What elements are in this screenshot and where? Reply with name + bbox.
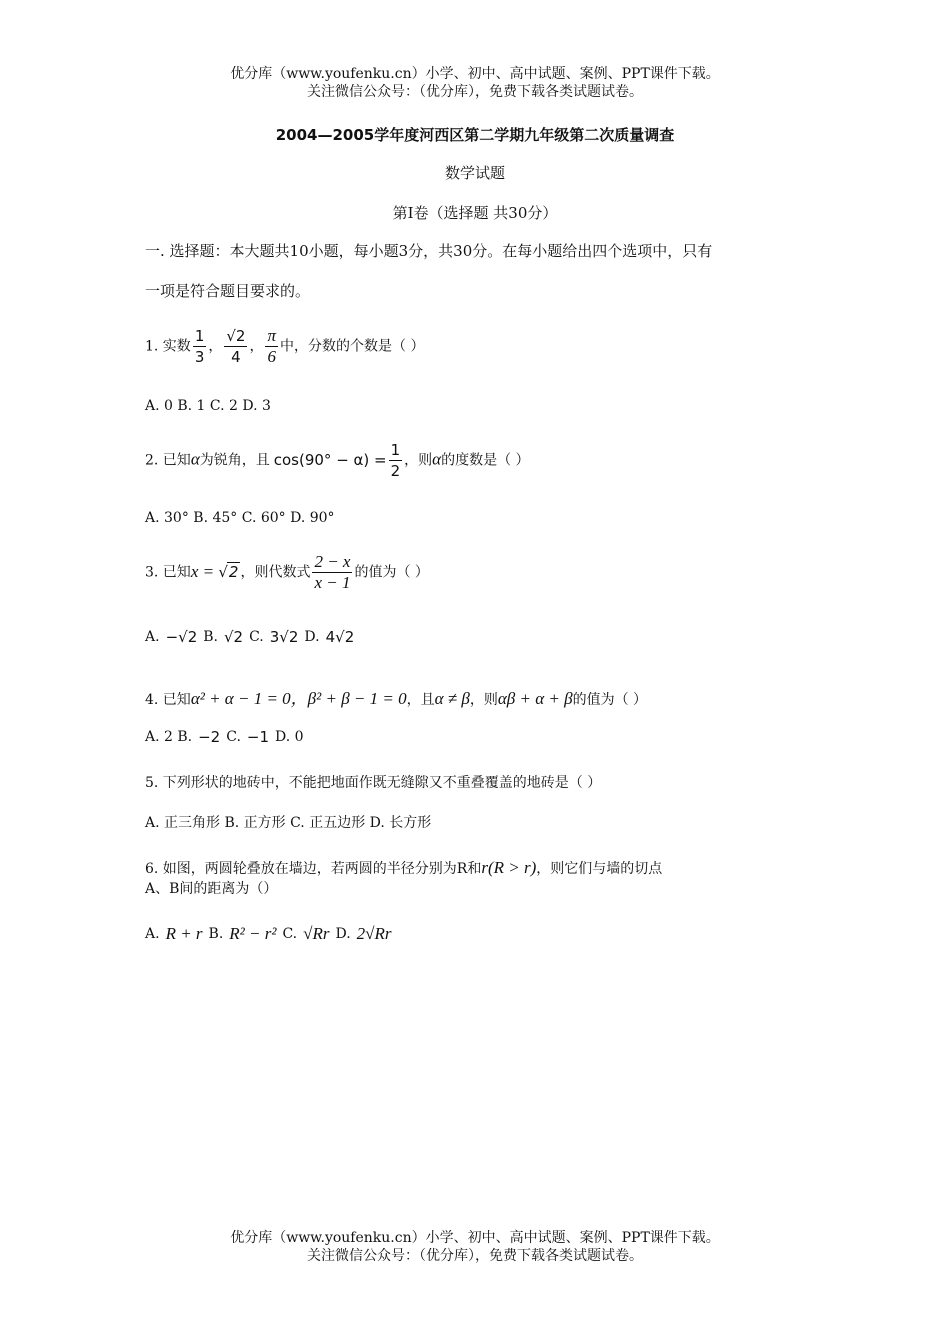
question-6-line-2: A、B间的距离为（） bbox=[145, 881, 278, 897]
instructions-line-2: 一项是符合题目要求的。 bbox=[145, 282, 311, 300]
exam-title: 2004—2005学年度河西区第二学期九年级第二次质量调查 bbox=[275, 126, 675, 144]
q6-option-d-value: 2√Rr bbox=[356, 924, 392, 943]
q2-fraction-half: $\frac{1}{2}$ bbox=[390, 441, 401, 480]
q4-suffix: 的值为（ ） bbox=[572, 692, 648, 708]
q4-mid-1: ，且 bbox=[406, 692, 435, 708]
part-title: 第I卷（选择题 共30分） bbox=[392, 204, 558, 222]
q4-prefix: 4. 已知 bbox=[145, 692, 191, 708]
q3-condition: x = √2 bbox=[190, 561, 239, 581]
q3-mid: ，则代数式 bbox=[240, 564, 311, 581]
q4-option-c-value: −1 bbox=[246, 728, 270, 746]
q1-fraction-one-third: $\frac{1}{3}$ bbox=[194, 327, 205, 366]
q2-options: A. 30° B. 45° C. 60° D. 90° bbox=[145, 510, 335, 526]
q4-mid-2: ，则 bbox=[469, 692, 498, 708]
q6-option-b-value: R² − r² bbox=[229, 924, 277, 943]
q4-expression: αβ + α + β bbox=[497, 689, 573, 708]
q1-suffix: 中，分数的个数是（ ） bbox=[280, 338, 425, 355]
question-2 bbox=[145, 440, 530, 481]
question-4 bbox=[145, 684, 647, 709]
header-line-1: 优分库（www.youfenku.cn）小学、初中、高中试题、案例、PPT课件下载。 bbox=[230, 66, 720, 82]
q4-option-b-value: −2 bbox=[198, 728, 221, 746]
q1-options: A. 0 B. 1 C. 2 D. 3 bbox=[145, 398, 271, 414]
header-line-2: 关注微信公众号：（优分库），免费下载各类试题试卷。 bbox=[307, 84, 643, 100]
q2-expression: cos(90° − α) = bbox=[273, 450, 387, 469]
q3-option-c-value: 3√2 bbox=[269, 628, 299, 646]
q6-option-a-value: R + r bbox=[165, 924, 203, 943]
q3-option-b-value: √2 bbox=[223, 628, 244, 646]
q2-suffix: 的度数是（ ） bbox=[441, 452, 530, 469]
q2-alpha-2: α bbox=[432, 449, 442, 469]
q4-not-equal: α ≠ β bbox=[434, 689, 470, 708]
subject-title: 数学试题 bbox=[444, 164, 505, 182]
q6-option-c-value: √Rr bbox=[303, 924, 330, 943]
q2-then: ，则 bbox=[404, 452, 433, 469]
q3-options: A. −√2 B. √2 C. 3√2 D. 4√2 bbox=[145, 628, 355, 646]
q3-prefix: 3. 已知 bbox=[145, 564, 191, 581]
q2-alpha: α bbox=[190, 449, 200, 469]
q3-fraction: $\frac{2 - x}{x - 1}$ bbox=[314, 552, 351, 592]
q1-fraction-pi-over-6: $\frac{\pi}{6}$ bbox=[267, 326, 276, 366]
q6-options: A. R + r B. R² − r² C. √Rr D. 2√Rr bbox=[145, 924, 392, 943]
footer-line-1: 优分库（www.youfenku.cn）小学、初中、高中试题、案例、PPT课件下载。 bbox=[230, 1230, 720, 1246]
question-6 bbox=[145, 858, 662, 878]
question-1: 1. 实数 $\frac{1}{3}$ ， $\frac{√2}{4}$ ， $\frac{\pi}{6}$ 中，分数的个数是（ ） bbox=[145, 326, 425, 366]
footer-line-2: 关注微信公众号：（优分库），免费下载各类试题试卷。 bbox=[307, 1248, 643, 1264]
q3-suffix: 的值为（ ） bbox=[354, 564, 429, 581]
q5-options: A. 正三角形 B. 正方形 C. 正五边形 D. 长方形 bbox=[145, 815, 432, 831]
q1-prefix: 1. 实数 bbox=[145, 338, 191, 355]
q2-mid: 为锐角，且 bbox=[199, 452, 270, 469]
instructions-line-1: 一. 选择题：本大题共10小题，每小题3分，共30分。在每小题给出四个选项中，只有 bbox=[145, 242, 713, 260]
q3-option-d-value: 4√2 bbox=[325, 628, 355, 646]
question-3 bbox=[145, 552, 429, 593]
q6-prefix: 6. 如图，两圆轮叠放在墙边，若两圆的半径分别为R和 bbox=[145, 861, 482, 877]
q2-prefix: 2. 已知 bbox=[145, 452, 191, 469]
q6-condition: r(R > r) bbox=[481, 858, 537, 877]
question-5: 5. 下列形状的地砖中，不能把地面作既无缝隙又不重叠覆盖的地砖是（ ） bbox=[145, 775, 602, 791]
q6-suffix: ，则它们与墙的切点 bbox=[536, 861, 663, 877]
q4-equations: α² + α − 1 = 0，β² + β − 1 = 0 bbox=[190, 689, 407, 708]
q1-fraction-root2-over-4: $\frac{√2}{4}$ bbox=[226, 327, 246, 366]
q4-options: A. 2 B. −2 C. −1 D. 0 bbox=[145, 728, 304, 746]
q3-option-a-value: −√2 bbox=[165, 628, 198, 646]
